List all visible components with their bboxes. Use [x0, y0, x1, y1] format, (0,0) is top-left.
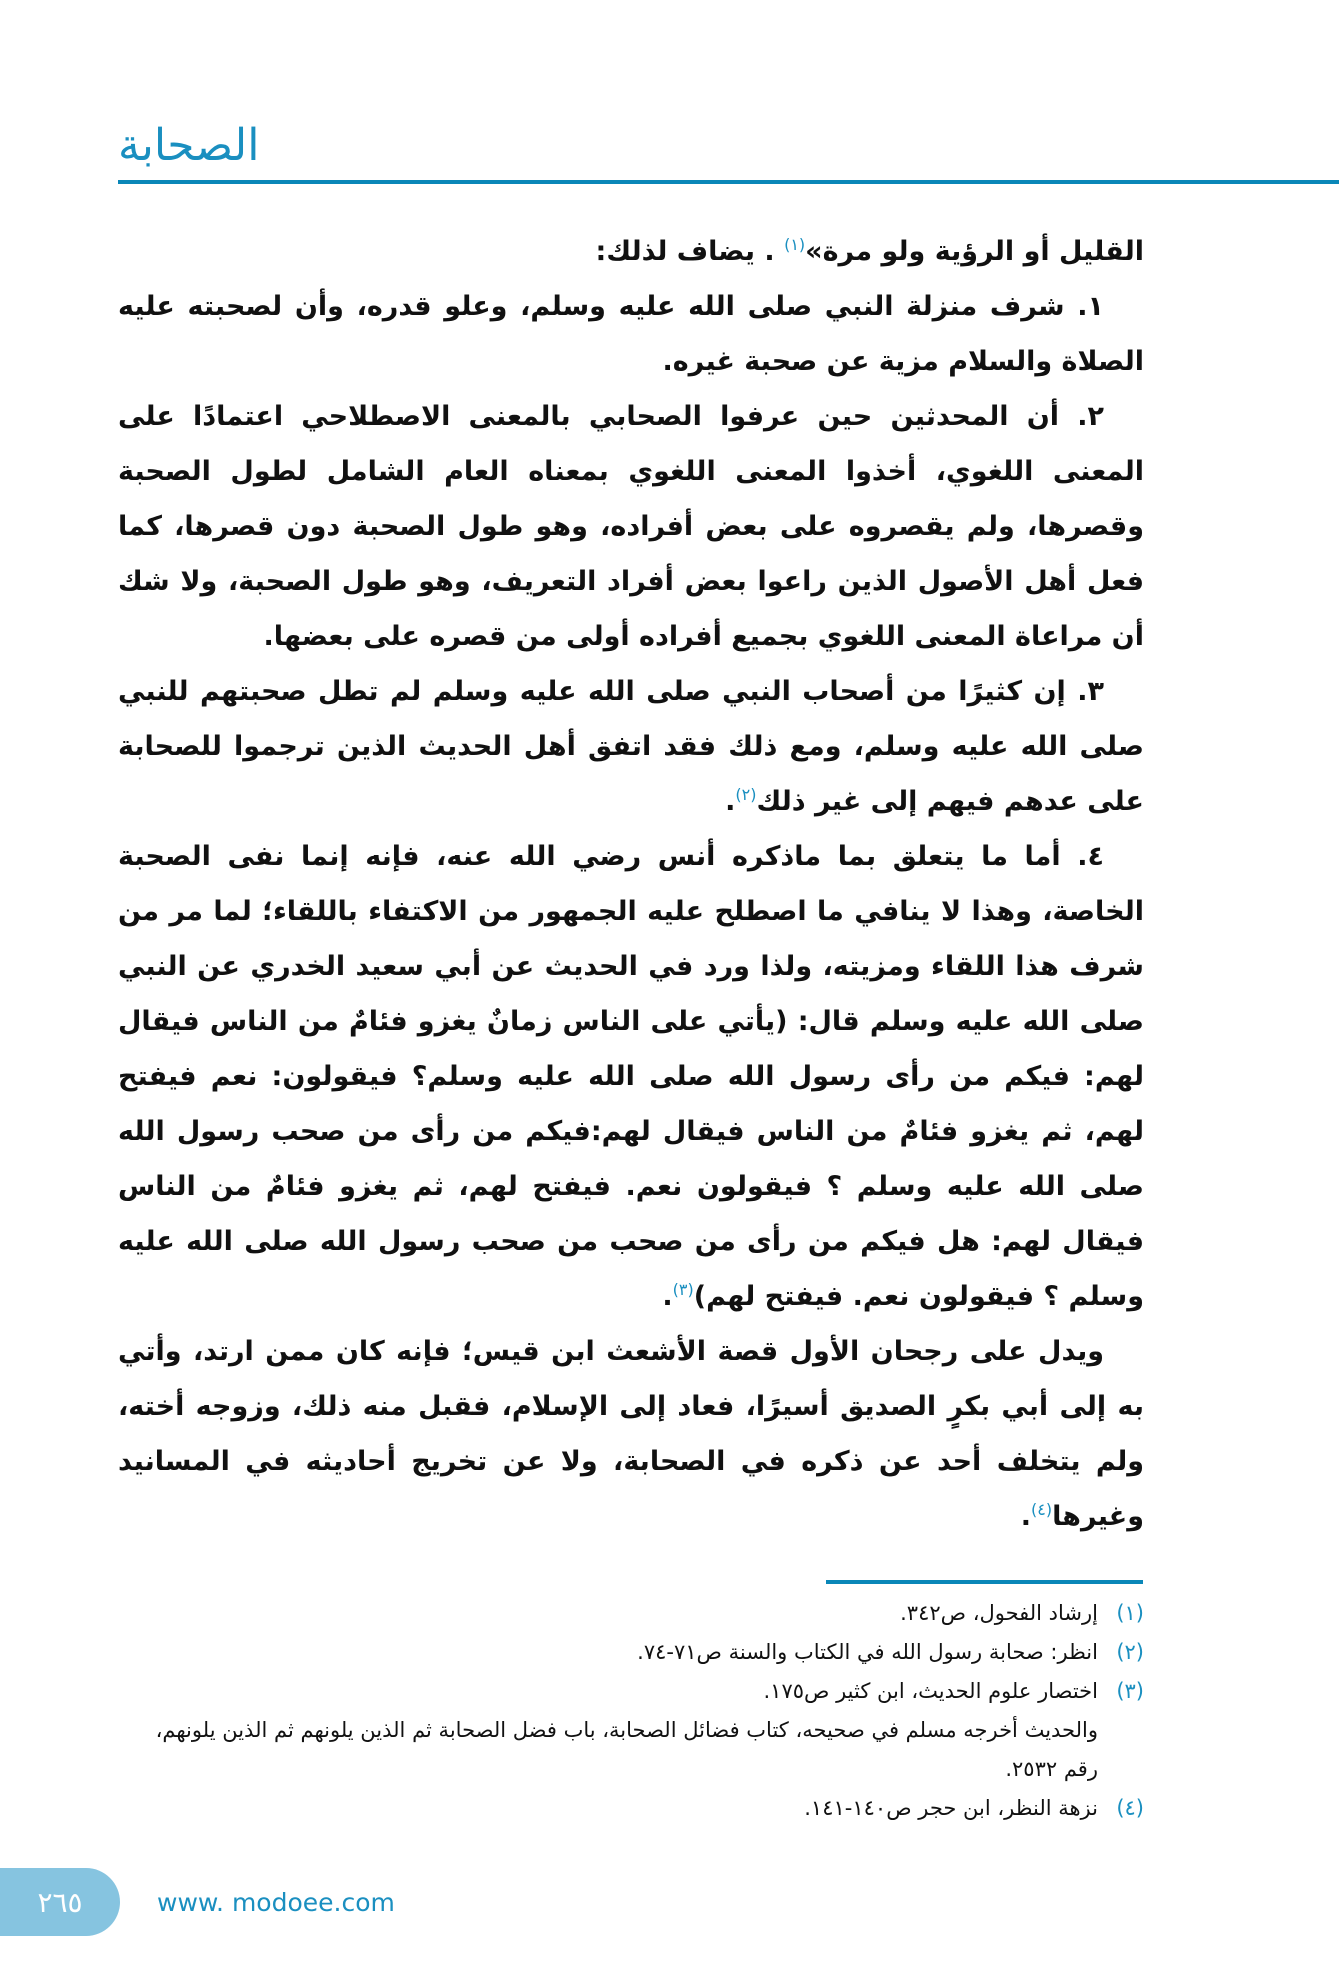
paragraph-3: ٣. إن كثيرًا من أصحاب النبي صلى الله عليه وسلم لم تطل صحبتهم للنبي صلى الله عليه وسلم، ومع ذلك فقد اتفق أهل الحديث الذين ترجموا للصحابة على عدهم فيهم إلى غير ذلك$^{(٢)}$.	[118, 676, 1144, 817]
footnote-number: (٣)	[1116, 1679, 1144, 1703]
text: ٣. إن كثيرًا من أصحاب النبي صلى الله عليه وسلم لم تطل صحبتهم للنبي صلى الله عليه وسلم، ومع ذلك فقد اتفق أهل الحديث الذين ترجموا للصحابة على عدهم فيهم إلى غير ذلك	[118, 676, 1144, 817]
footnote-number: (١)	[1116, 1601, 1144, 1625]
paragraph-5: ويدل على رجحان الأول قصة الأشعث ابن قيس؛ فإنه كان ممن ارتد، وأتي به إلى أبي بكرٍ الصديق أسيرًا، فعاد إلى الإسلام، فقبل منه ذلك، وزوجه أخته، ولم يتخلف أحد عن ذكره في الصحابة، ولا عن تخريج أحاديثه في المسانيد وغيرها$^{(٤)}$.	[118, 1336, 1144, 1532]
footnote-3	[118, 1672, 1144, 1711]
footnote-4	[118, 1789, 1144, 1828]
paragraph-0	[118, 224, 1144, 279]
page-number-badge: ٢٦٥	[0, 1868, 120, 1936]
footnote-ref-2[interactable]: (٢)	[735, 785, 757, 804]
footnote-text: إرشاد الفحول، ص٣٤٢.	[900, 1601, 1098, 1625]
text: ويدل على رجحان الأول قصة الأشعث ابن قيس؛ فإنه كان ممن ارتد، وأتي به إلى أبي بكرٍ الصديق أسيرًا، فعاد إلى الإسلام، فقبل منه ذلك، وزوجه أخته، ولم يتخلف أحد عن ذكره في الصحابة، ولا عن تخريج أحاديثه في المسانيد وغيرها	[118, 1336, 1144, 1532]
paragraph-4: ٤. أما ما يتعلق بما ماذكره أنس رضي الله عنه، فإنه إنما نفى الصحبة الخاصة، وهذا لا ينافي ما اصطلح عليه الجمهور من الاكتفاء باللقاء؛ لما مر من شرف هذا اللقاء ومزيته، ولذا ورد في الحديث عن أبي سعيد الخدري عن النبي صلى الله عليه وسلم قال: (يأتي على الناس زمانٌ يغزو فئامٌ من الناس فيقال لهم: فيكم من رأى رسول الله صلى الله عليه وسلم؟ فيقولون: نعم فيفتح لهم، ثم يغزو فئامٌ من الناس فيقال لهم:فيكم من رأى من صحب رسول الله صلى الله عليه وسلم ؟ فيقولون نعم. فيفتح لهم، ثم يغزو فئامٌ من الناس فيقال لهم: هل فيكم من رأى من صحب من صحب رسول الله صلى الله عليه وسلم ؟ فيقولون نعم. فيفتح لهم)$^{(٣)}$.	[118, 841, 1144, 1312]
text: . يضاف لذلك:	[595, 236, 775, 267]
footnote-text: اختصار علوم الحديث، ابن كثير ص١٧٥.	[763, 1679, 1098, 1703]
footnotes	[118, 1594, 1144, 1828]
footnote-ref-3[interactable]: (٣)	[672, 1280, 694, 1299]
footnote-ref-4[interactable]: (٤)	[1031, 1500, 1053, 1519]
text: القليل أو الرؤية ولو مرة»	[805, 236, 1144, 267]
hadith-quote: (يأتي على الناس زمانٌ يغزو فئامٌ من الناس فيقال لهم: فيكم من رأى رسول الله صلى الله عليه وسلم؟ فيقولون: نعم فيفتح لهم، ثم يغزو فئامٌ من الناس فيقال لهم:فيكم من رأى من صحب رسول الله صلى الله عليه وسلم ؟ فيقولون نعم. فيفتح لهم، ثم يغزو فئامٌ من الناس فيقال لهم: هل فيكم من رأى من صحب من صحب رسول الله صلى الله عليه وسلم ؟ فيقولون نعم. فيفتح لهم)	[118, 1006, 1144, 1312]
footnote-rule	[826, 1580, 1143, 1584]
footnote-text: والحديث أخرجه مسلم في صحيحه، كتاب فضائل الصحابة، باب فضل الصحابة ثم الذين يلونهم ثم الذين يلونهم، رقم ٢٥٣٢.	[155, 1718, 1098, 1781]
page-footer	[0, 1868, 1339, 1936]
footnote-3-continuation	[118, 1711, 1144, 1789]
paragraph-2: ٢. أن المحدثين حين عرفوا الصحابي بالمعنى الاصطلاحي اعتمادًا على المعنى اللغوي، أخذوا المعنى اللغوي بمعناه العام الشامل لطول الصحبة وقصرها، ولم يقصروه على بعض أفراده، وهو طول الصحبة دون قصرها، كما فعل أهل الأصول الذين راعوا بعض أفراد التعريف، وهو طول الصحبة، ولا شك أن مراعاة المعنى اللغوي بجميع أفراده أولى من قصره على بعضها.	[118, 401, 1144, 652]
footnote-text: انظر: صحابة رسول الله في الكتاب والسنة ص٧١-٧٤.	[637, 1640, 1098, 1664]
footnote-number: (٤)	[1116, 1796, 1144, 1820]
paragraph-1: ١. شرف منزلة النبي صلى الله عليه وسلم، وعلو قدره، وأن لصحبته عليه الصلاة والسلام مزية عن صحبة غيره.	[118, 291, 1144, 377]
footnote-2	[118, 1633, 1144, 1672]
header-rule	[118, 180, 1339, 184]
footnote-1	[118, 1594, 1144, 1633]
footnote-number: (٢)	[1116, 1640, 1144, 1664]
main-text	[118, 224, 1144, 1544]
footnote-text: نزهة النظر، ابن حجر ص١٤٠-١٤١.	[804, 1796, 1098, 1820]
text: ٤. أما ما يتعلق بما ماذكره أنس رضي الله عنه، فإنه إنما نفى الصحبة الخاصة، وهذا لا ينافي ما اصطلح عليه الجمهور من الاكتفاء باللقاء؛ لما مر من شرف هذا اللقاء ومزيته، ولذا ورد في الحديث عن أبي سعيد الخدري عن النبي صلى الله عليه وسلم قال:	[118, 841, 1144, 1037]
website-link[interactable]: www. modoee.com	[157, 1887, 395, 1917]
footnote-ref-1[interactable]: (١)	[784, 235, 806, 254]
running-header-title: الصحابة	[118, 120, 260, 171]
